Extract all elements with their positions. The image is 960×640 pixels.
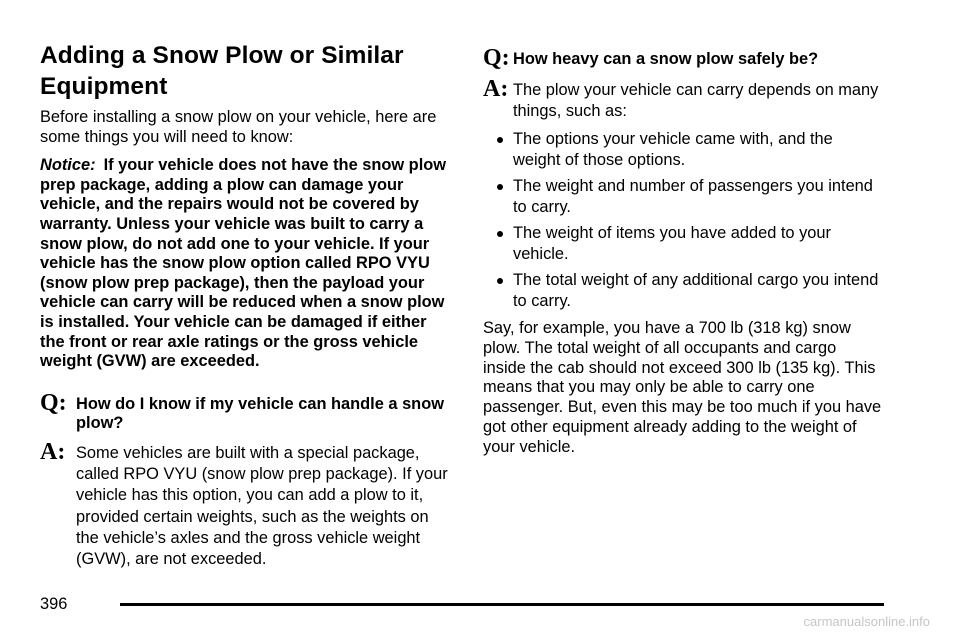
notice-paragraph — [40, 156, 452, 372]
answer-mark-label: A: — [483, 76, 509, 102]
footer-divider — [120, 603, 884, 606]
answer-block — [483, 77, 883, 122]
right-column — [483, 40, 883, 458]
bullet-icon — [497, 184, 503, 190]
list-item-text: The weight and number of passengers you intend to carry. — [513, 177, 873, 216]
bullet-icon — [497, 137, 503, 143]
bullet-icon — [497, 231, 503, 237]
list-item-text: The total weight of any additional cargo you intend to carry. — [513, 271, 879, 310]
watermark-text: carmanualsonline.info — [803, 614, 930, 629]
list-item-text: The weight of items you have added to your vehicle. — [513, 224, 831, 263]
page-number: 396 — [40, 595, 68, 613]
section-heading: Adding a Snow Plow or Similar Equipment — [40, 42, 404, 100]
list-item — [483, 176, 883, 218]
bullet-icon — [497, 278, 503, 284]
list-item — [483, 223, 883, 265]
list-item — [483, 129, 883, 171]
question-text: How heavy can a snow plow safely be? — [513, 50, 819, 68]
bullet-list — [483, 129, 883, 312]
question-mark-label: Q: — [40, 389, 67, 416]
example-paragraph: Say, for example, you have a 700 lb (318 kg) snow plow. The total weight of all occupants and cargo inside the cab should not exceed 300 lb (135 kg). This means that you may only be able to carry one passenger. But, even this may be too much if you have got other equipment already adding to the weight of your vehicle. — [483, 319, 882, 456]
list-item-text: The options your vehicle came with, and the weight of those options. — [513, 130, 833, 169]
answer-text: The plow your vehicle can carry depends on many things, such as: — [513, 81, 879, 120]
question-mark-label: Q: — [483, 45, 510, 71]
intro-paragraph: Before installing a snow plow on your vehicle, here are some things you will need to know: — [40, 108, 437, 146]
left-column — [40, 40, 452, 570]
notice-text: If your vehicle does not have the snow plow prep package, adding a plow can damage your vehicle, and the repairs would not be covered by warranty. Unless your vehicle was built to carry a snow plow, do not add one to your vehicle. If your vehicle has the snow plow option called RPO VYU (snow plow prep package), then the payload your vehicle can carry will be reduced when a snow plow is installed. Your vehicle can be damaged if either the front or rear axle ratings or the gross vehicle weight (GVW) are exceeded. — [40, 156, 447, 371]
answer-mark-label: A: — [40, 438, 66, 465]
question-block — [483, 46, 883, 70]
answer-text: Some vehicles are built with a special package, called RPO VYU (snow plow prep package). If your vehicle has this option, you can add a plow to it, provided certain weights, such as the weights on the vehicle’s axles and the gross vehicle weight (GVW), are not exceeded. — [76, 443, 448, 568]
answer-block — [40, 440, 452, 570]
question-text: How do I know if my vehicle can handle a snow plow? — [76, 394, 444, 433]
list-item — [483, 270, 883, 312]
question-block — [40, 391, 452, 434]
notice-label: Notice: — [40, 156, 96, 175]
